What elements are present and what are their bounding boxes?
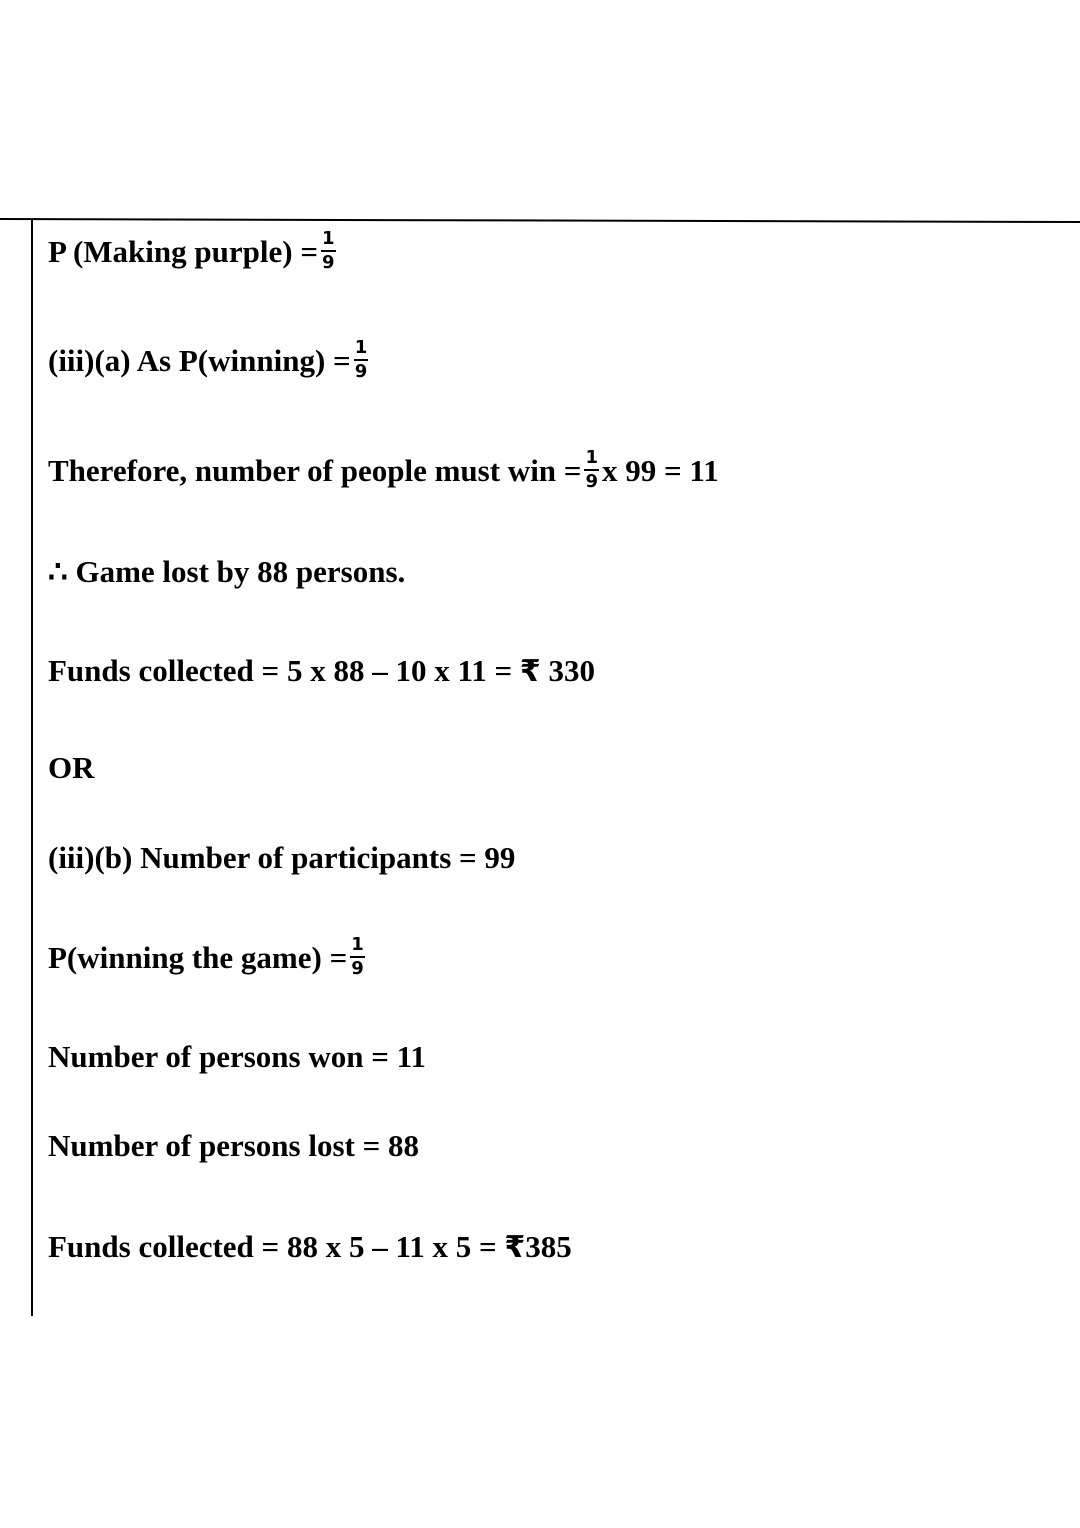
iii-b-text: (iii)(b) Number of participants = 99 bbox=[48, 840, 516, 875]
therefore-text: Therefore, number of people must win = bbox=[48, 453, 582, 489]
p-making-purple-text: P (Making purple) = bbox=[48, 234, 318, 270]
game-lost-line bbox=[48, 556, 405, 587]
p-making-purple-line bbox=[48, 228, 339, 276]
fraction-numerator: 1 bbox=[584, 449, 599, 471]
therefore-result: x 99 = 11 bbox=[602, 453, 719, 489]
fraction bbox=[321, 230, 336, 272]
fraction-denominator: 9 bbox=[322, 252, 335, 273]
funds-collected-b-amount: 385 bbox=[525, 1229, 572, 1264]
or-line bbox=[48, 752, 95, 783]
persons-lost-line bbox=[48, 1130, 419, 1161]
persons-won-line bbox=[48, 1041, 426, 1072]
iii-a-text: (iii)(a) As P(winning) = bbox=[48, 343, 351, 379]
persons-lost-text: Number of persons lost = 88 bbox=[48, 1128, 420, 1163]
p-winning-text: P(winning the game) = bbox=[48, 940, 348, 976]
funds-collected-a-line bbox=[48, 655, 595, 687]
persons-won-text: Number of persons won = 11 bbox=[48, 1039, 426, 1074]
table-top-border bbox=[0, 218, 1080, 223]
rupee-symbol: ₹ bbox=[504, 1230, 526, 1265]
fraction-numerator: 1 bbox=[321, 230, 336, 252]
p-winning-line bbox=[48, 934, 368, 982]
fraction bbox=[350, 936, 365, 978]
or-text: OR bbox=[48, 750, 95, 785]
fraction-numerator: 1 bbox=[350, 936, 365, 958]
fraction-numerator: 1 bbox=[354, 339, 369, 361]
funds-collected-b-line bbox=[48, 1231, 572, 1263]
fraction bbox=[354, 339, 369, 381]
funds-collected-a-text: Funds collected = 5 x 88 – 10 x 11 = bbox=[48, 653, 513, 688]
fraction-denominator: 9 bbox=[351, 958, 364, 979]
iii-a-line bbox=[48, 337, 371, 385]
game-lost-text: ∴ Game lost by 88 persons. bbox=[48, 554, 406, 589]
funds-collected-a-amount: 330 bbox=[548, 653, 596, 688]
therefore-line bbox=[48, 447, 719, 495]
rupee-symbol: ₹ bbox=[519, 654, 541, 689]
iii-b-line bbox=[48, 842, 515, 873]
fraction-denominator: 9 bbox=[354, 361, 368, 382]
fraction-denominator: 9 bbox=[585, 471, 598, 492]
table-left-border bbox=[31, 219, 33, 1316]
fraction bbox=[584, 449, 599, 491]
funds-collected-b-text: Funds collected = 88 x 5 – 11 x 5 = bbox=[48, 1229, 497, 1264]
